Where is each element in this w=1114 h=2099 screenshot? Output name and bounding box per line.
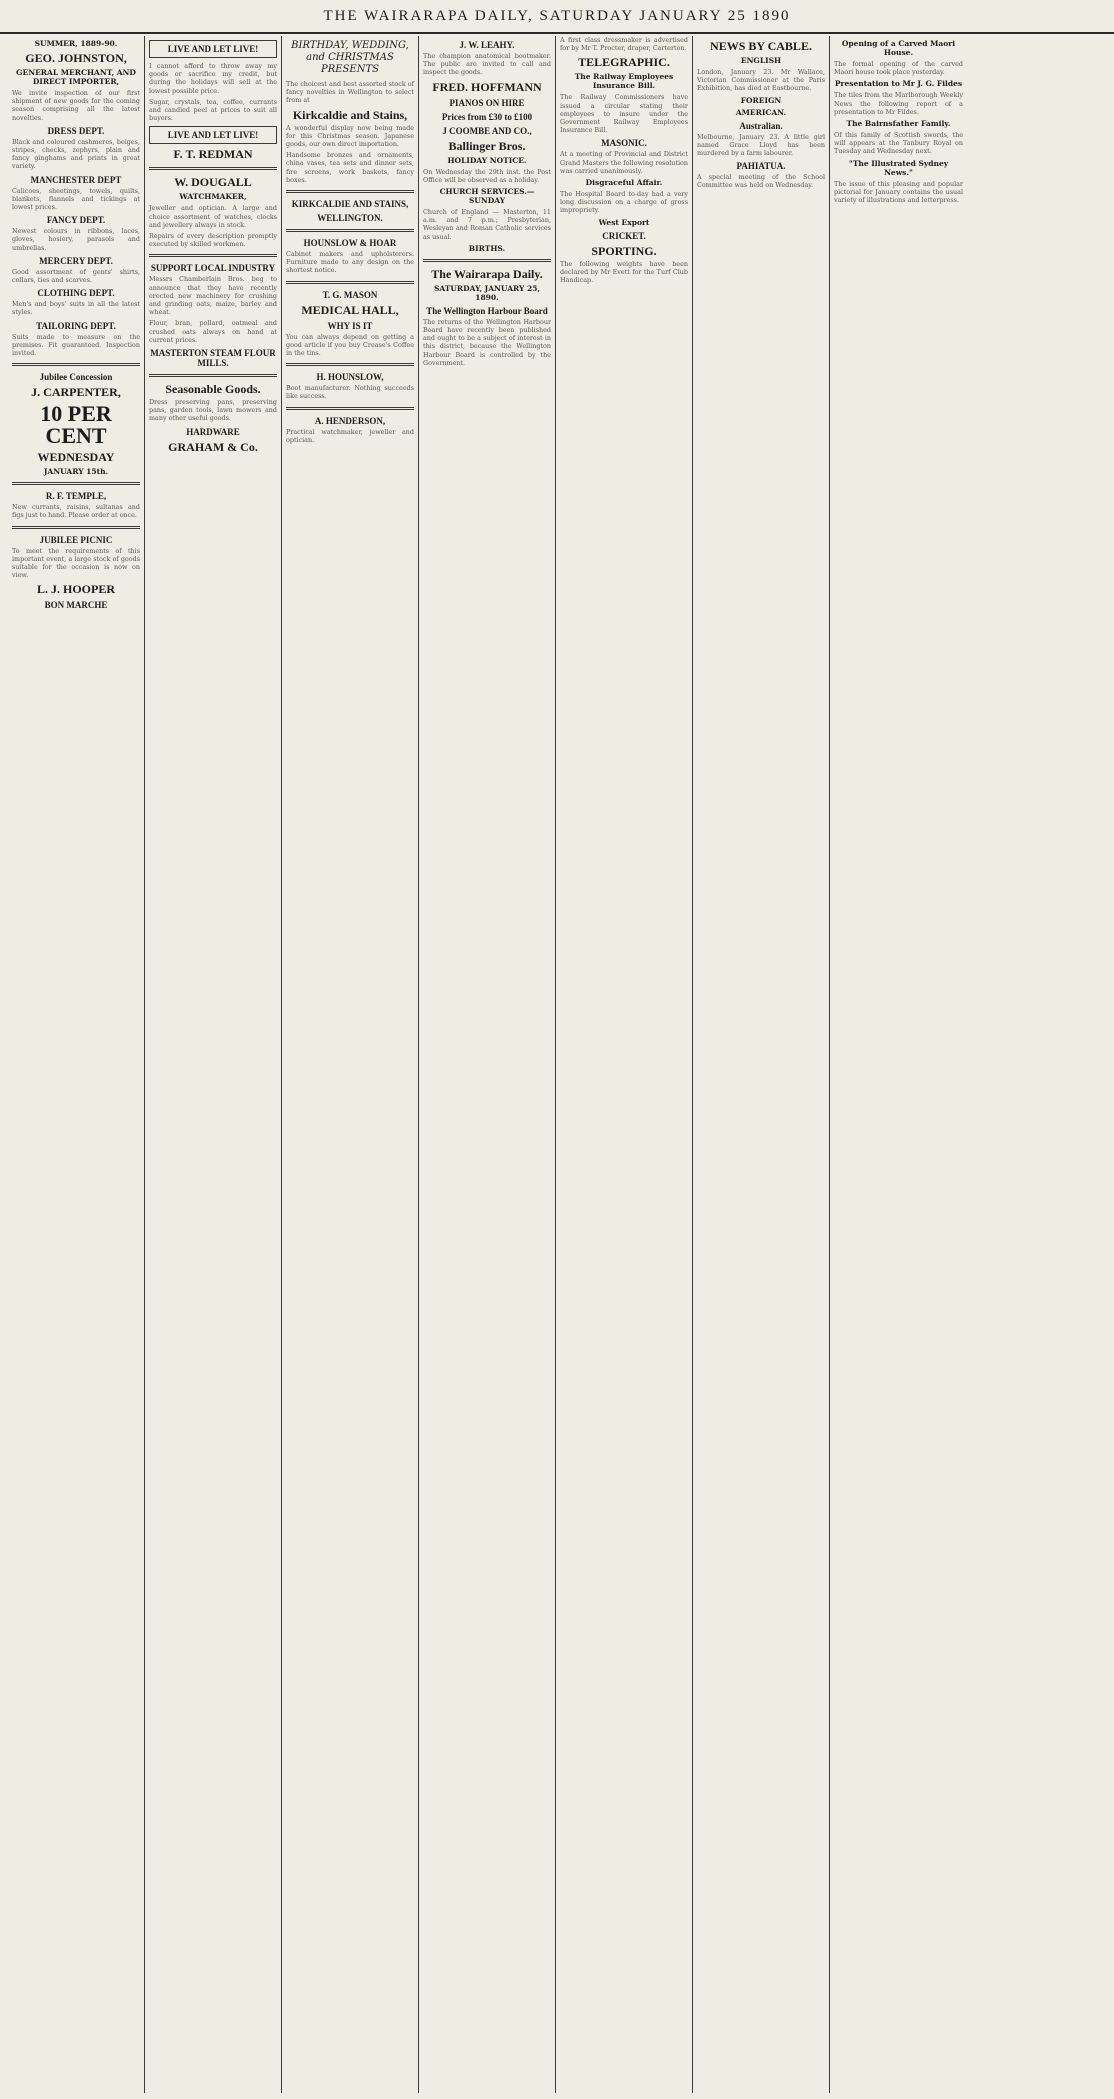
presentation-heading: Presentation to Mr J. G. Fildes — [834, 79, 963, 89]
pahiatua-heading: PAHIATUA. — [736, 161, 786, 172]
hooper-heading: L. J. HOOPER — [36, 582, 115, 597]
cricket-heading: CRICKET. — [602, 230, 646, 241]
divider — [286, 363, 414, 366]
sporting-heading: SPORTING. — [591, 243, 657, 258]
johnston-heading: GEO. JOHNSTON, — [25, 51, 127, 65]
dress-dept-heading: DRESS DEPT. — [47, 125, 105, 136]
ad-text: Messrs Chamberlain Bros. beg to announce that they have recently erected new machinery for crushing and grinding oats, maize, barley and wheat. — [149, 275, 277, 317]
american-heading: AMERICAN. — [735, 107, 787, 117]
season-heading: SUMMER, 1889-90. — [34, 39, 118, 48]
kirkcaldie-heading-2: KIRKCALDIE AND STAINS, — [291, 199, 409, 210]
article-text: London, January 23. Mr Wallace, Victorian Commissioner at the Paris Exhibition, has died at Eastbourne. — [697, 68, 825, 93]
support-heading: SUPPORT LOCAL INDUSTRY — [150, 263, 276, 274]
ad-text: We invite inspection of our first shipment of new goods for the coming season comprising all the latest novelties. — [12, 89, 140, 122]
coombe-heading: J COOMBE AND CO., — [442, 125, 532, 136]
january-heading: JANUARY 15th. — [43, 467, 109, 477]
leahy-heading: J. W. LEAHY. — [459, 40, 515, 50]
carpenter-heading: J. CARPENTER, — [31, 385, 121, 400]
prices-heading: Prices from £30 to £100 — [441, 111, 533, 122]
article-text: At a meeting of Provincial and District Grand Masters the following resolution was carried unanimously. — [560, 150, 688, 175]
disgraceful-heading: Disgraceful Affair. — [585, 178, 663, 188]
article-text: Melbourne, January 23. A little girl named Grace Lloyd has been murdered by a farm labourer. — [697, 132, 825, 158]
ad-text: Suits made to measure on the premises. Fit guaranteed. Inspection invited. — [12, 332, 140, 358]
ad-text: Newest colours in ribbons, laces, gloves, hosiery, parasols and umbrellas. — [12, 227, 140, 252]
ad-text: To meet the requirements of this important event, a large stock of goods suitable for the occasion is now on view. — [12, 546, 140, 580]
why-heading: WHY IS IT — [327, 320, 373, 331]
telegraphic-heading: TELEGRAPHIC. — [578, 55, 670, 70]
masterton-mills-heading: MASTERTON STEAM FLOUR MILLS. — [150, 348, 276, 369]
hounslow-hoar-heading: HOUNSLOW & HOAR — [303, 238, 397, 249]
johnston-subheading: GENERAL MERCHANT, AND DIRECT IMPORTER, — [16, 68, 136, 86]
article-text: A special meeting of the School Committee was held on Wednesday. — [697, 173, 825, 190]
divider — [286, 229, 414, 232]
mason-heading: T. G. MASON — [322, 289, 378, 300]
divider — [12, 363, 140, 366]
ad-text: A wonderful display now being made for this Christmas season. Japanese goods, our own direct importation. — [286, 123, 414, 149]
ad-text: You can always depend on getting a good article if you buy Crease's Coffee in the tins. — [286, 332, 414, 358]
kirkcaldie-heading: Kirkcaldie and Stains, — [292, 107, 408, 122]
wednesday-heading: WEDNESDAY — [37, 450, 115, 465]
column-5 — [556, 36, 693, 2093]
bon-marche-heading: BON MARCHE — [44, 600, 108, 611]
ad-text: Boot manufacturer. Nothing succeeds like success. — [286, 384, 414, 401]
news-heading: NEWS BY CABLE. — [710, 39, 812, 53]
illustrated-heading: "The Illustrated Sydney News." — [848, 158, 949, 177]
divider — [286, 407, 414, 410]
temple-heading: R. F. TEMPLE, — [45, 491, 107, 502]
article-text: The issue of this pleasing and popular pictorial for January contains the usual variety of illustrations and letterpress. — [834, 179, 963, 205]
clothing-dept-heading: CLOTHING DEPT. — [37, 288, 115, 299]
ad-text: Calicoes, sheetings, towels, quilts, blankets, flannels and tickings at lowest prices. — [12, 186, 140, 212]
henderson-heading: A. HENDERSON, — [314, 415, 386, 426]
ad-text: Black and coloured cashmeres, beiges, stripes, checks, zephyrs, plain and fancy ginghams and prints in great variety. — [12, 137, 140, 171]
hounslow-heading: H. HOUNSLOW, — [316, 372, 384, 383]
ad-text: Cabinet makers and upholsterers. Furniture made to any design on the shortest notice. — [286, 250, 414, 275]
ad-text: I cannot afford to throw away my goods or sacrifice my credit, but during the holidays will sell at the lowest possible price. — [149, 62, 277, 95]
masthead-title: THE WAIRARAPA DAILY, SATURDAY JANUARY 25 1890 — [323, 7, 791, 24]
ad-text: Men's and boys' suits in all the latest styles. — [12, 300, 140, 317]
church-heading: CHURCH SERVICES.—SUNDAY — [439, 187, 535, 206]
west-heading: West Export — [598, 217, 650, 227]
column-4 — [419, 36, 556, 2093]
fancy-dept-heading: FANCY DEPT. — [46, 215, 106, 226]
foreign-heading: FOREIGN — [740, 95, 782, 105]
bairnsfather-heading: The Bairnsfather Family. — [846, 119, 951, 129]
railway-heading: The Railway Employees Insurance Bill. — [574, 72, 674, 91]
divider — [149, 254, 277, 257]
ad-text: Sugar, crystals, tea, coffee, currants and candied peel at prices to suit all buyers. — [149, 97, 277, 123]
daily-heading: The Wairarapa Daily. — [431, 266, 543, 281]
birthday-heading: BIRTHDAY, WEDDING, and CHRISTMAS PRESENTS — [291, 40, 409, 75]
divider — [149, 167, 277, 170]
article-text: The Hospital Board to-day had a very long discussion on a charge of gross impropriety. — [560, 190, 688, 215]
hardware-heading: HARDWARE — [186, 426, 240, 437]
ad-text: The choicest and best assorted stock of fancy novelties in Wellington to select from at — [286, 80, 414, 105]
live-heading: LIVE AND LET LIVE! — [149, 40, 277, 58]
column-7 — [830, 36, 967, 2093]
divider — [286, 281, 414, 284]
column-6 — [693, 36, 830, 2093]
article-text: Of this family of Scottish swords, the will appears at the Tanbury Royal on Tuesday and Wednesday next. — [834, 131, 963, 156]
divider — [149, 374, 277, 377]
divider — [12, 482, 140, 485]
ballinger-heading: Ballinger Bros. — [448, 138, 526, 153]
divider — [12, 526, 140, 529]
article-text: The following weights have been declared by Mr Evett for the Turf Club Handicap. — [560, 259, 688, 285]
article-text: A first class dressmaker is advertised for by Mr T. Procter, draper, Carterton. — [560, 36, 688, 53]
ad-text: Handsome bronzes and ornaments, china vases, tea sets and dinner sets, fire screens, work baskets, fancy boxes. — [286, 151, 414, 184]
column-1 — [8, 36, 145, 2093]
pianos-heading: PIANOS ON HIRE — [449, 97, 525, 108]
article-text: The returns of the Wellington Harbour Board have recently been published and ought to be a subject of interest in this district, because the Wellington Harbour Board is controlled by the Government. — [423, 317, 551, 367]
masonic-heading: MASONIC. — [601, 138, 647, 149]
ad-text: Church of England — Masterton, 11 a.m. and 7 p.m.; Presbyterian, Wesleyan and Roman Catholic services as usual. — [423, 208, 551, 241]
manchester-dept-heading: MANCHESTER DEPT — [30, 174, 122, 185]
australian-heading: Australian. — [739, 120, 783, 131]
ad-text: Repairs of every description promptly executed by skilled workmen. — [149, 232, 277, 249]
graham-heading: GRAHAM & Co. — [168, 439, 258, 454]
ad-text: On Wednesday the 29th inst. the Post Office will be observed as a holiday. — [423, 167, 551, 184]
column-2 — [145, 36, 282, 2093]
mercery-dept-heading: MERCERY DEPT. — [39, 255, 113, 266]
ad-text: Dress preserving pans, preserving pans, garden tools, lawn mowers and many other useful goods. — [149, 398, 277, 423]
redman-heading: F. T. REDMAN — [173, 147, 253, 162]
date-heading: SATURDAY, JANUARY 25, 1890. — [433, 283, 541, 302]
ad-text: Good assortment of gents' shirts, collars, ties and scarves. — [12, 267, 140, 285]
ad-text: Jeweller and optician. A large and choice assortment of watches, clocks and jewellery always in stock. — [149, 204, 277, 229]
harbour-heading: The Wellington Harbour Board — [426, 305, 548, 316]
english-heading: ENGLISH — [740, 56, 782, 65]
dougall-subheading: WATCHMAKER, — [179, 192, 247, 202]
ad-text: Flour, bran, pollard, oatmeal and crushed oats always on hand at current prices. — [149, 319, 277, 344]
hoffmann-heading: FRED. HOFFMANN — [432, 79, 542, 94]
ad-text: The champion anatomical bootmaker. The public are invited to call and inspect the goods. — [423, 52, 551, 77]
article-text: The tiles from the Marlborough Weekly News the following report of a presentation to Mr Fildes. — [834, 91, 963, 116]
article-text: The formal opening of the carved Maori house took place yesterday. — [834, 60, 963, 77]
article-text: The Railway Commissioners have issued a circular stating their employees to insure under the Government Railway Employees Insurance Bill. — [560, 93, 688, 135]
discount-heading: 10 PER CENT — [40, 401, 112, 449]
masthead — [0, 0, 1114, 34]
ad-text: New currants, raisins, sultanas and figs just to hand. Please order at once. — [12, 503, 140, 520]
live-heading: LIVE AND LET LIVE! — [149, 126, 277, 144]
divider — [423, 259, 551, 262]
dougall-heading: W. DOUGALL — [174, 175, 252, 190]
jubilee-concession-heading: Jubilee Concession — [39, 372, 113, 383]
columns — [8, 36, 1106, 2093]
seasonable-heading: Seasonable Goods. — [165, 382, 261, 397]
wellington-heading: WELLINGTON. — [317, 213, 383, 224]
births-heading: BIRTHS. — [468, 243, 506, 253]
ad-text: Practical watchmaker, jeweller and optician. — [286, 427, 414, 444]
divider — [286, 190, 414, 193]
medical-hall-heading: MEDICAL HALL, — [301, 302, 399, 317]
tailoring-dept-heading: TAILORING DEPT. — [36, 320, 116, 331]
jubilee-picnic-heading: JUBILEE PICNIC — [39, 534, 113, 545]
opening-heading: Opening of a Carved Maori House. — [841, 39, 956, 57]
holiday-heading: HOLIDAY NOTICE. — [447, 155, 527, 165]
column-3 — [282, 36, 419, 2093]
